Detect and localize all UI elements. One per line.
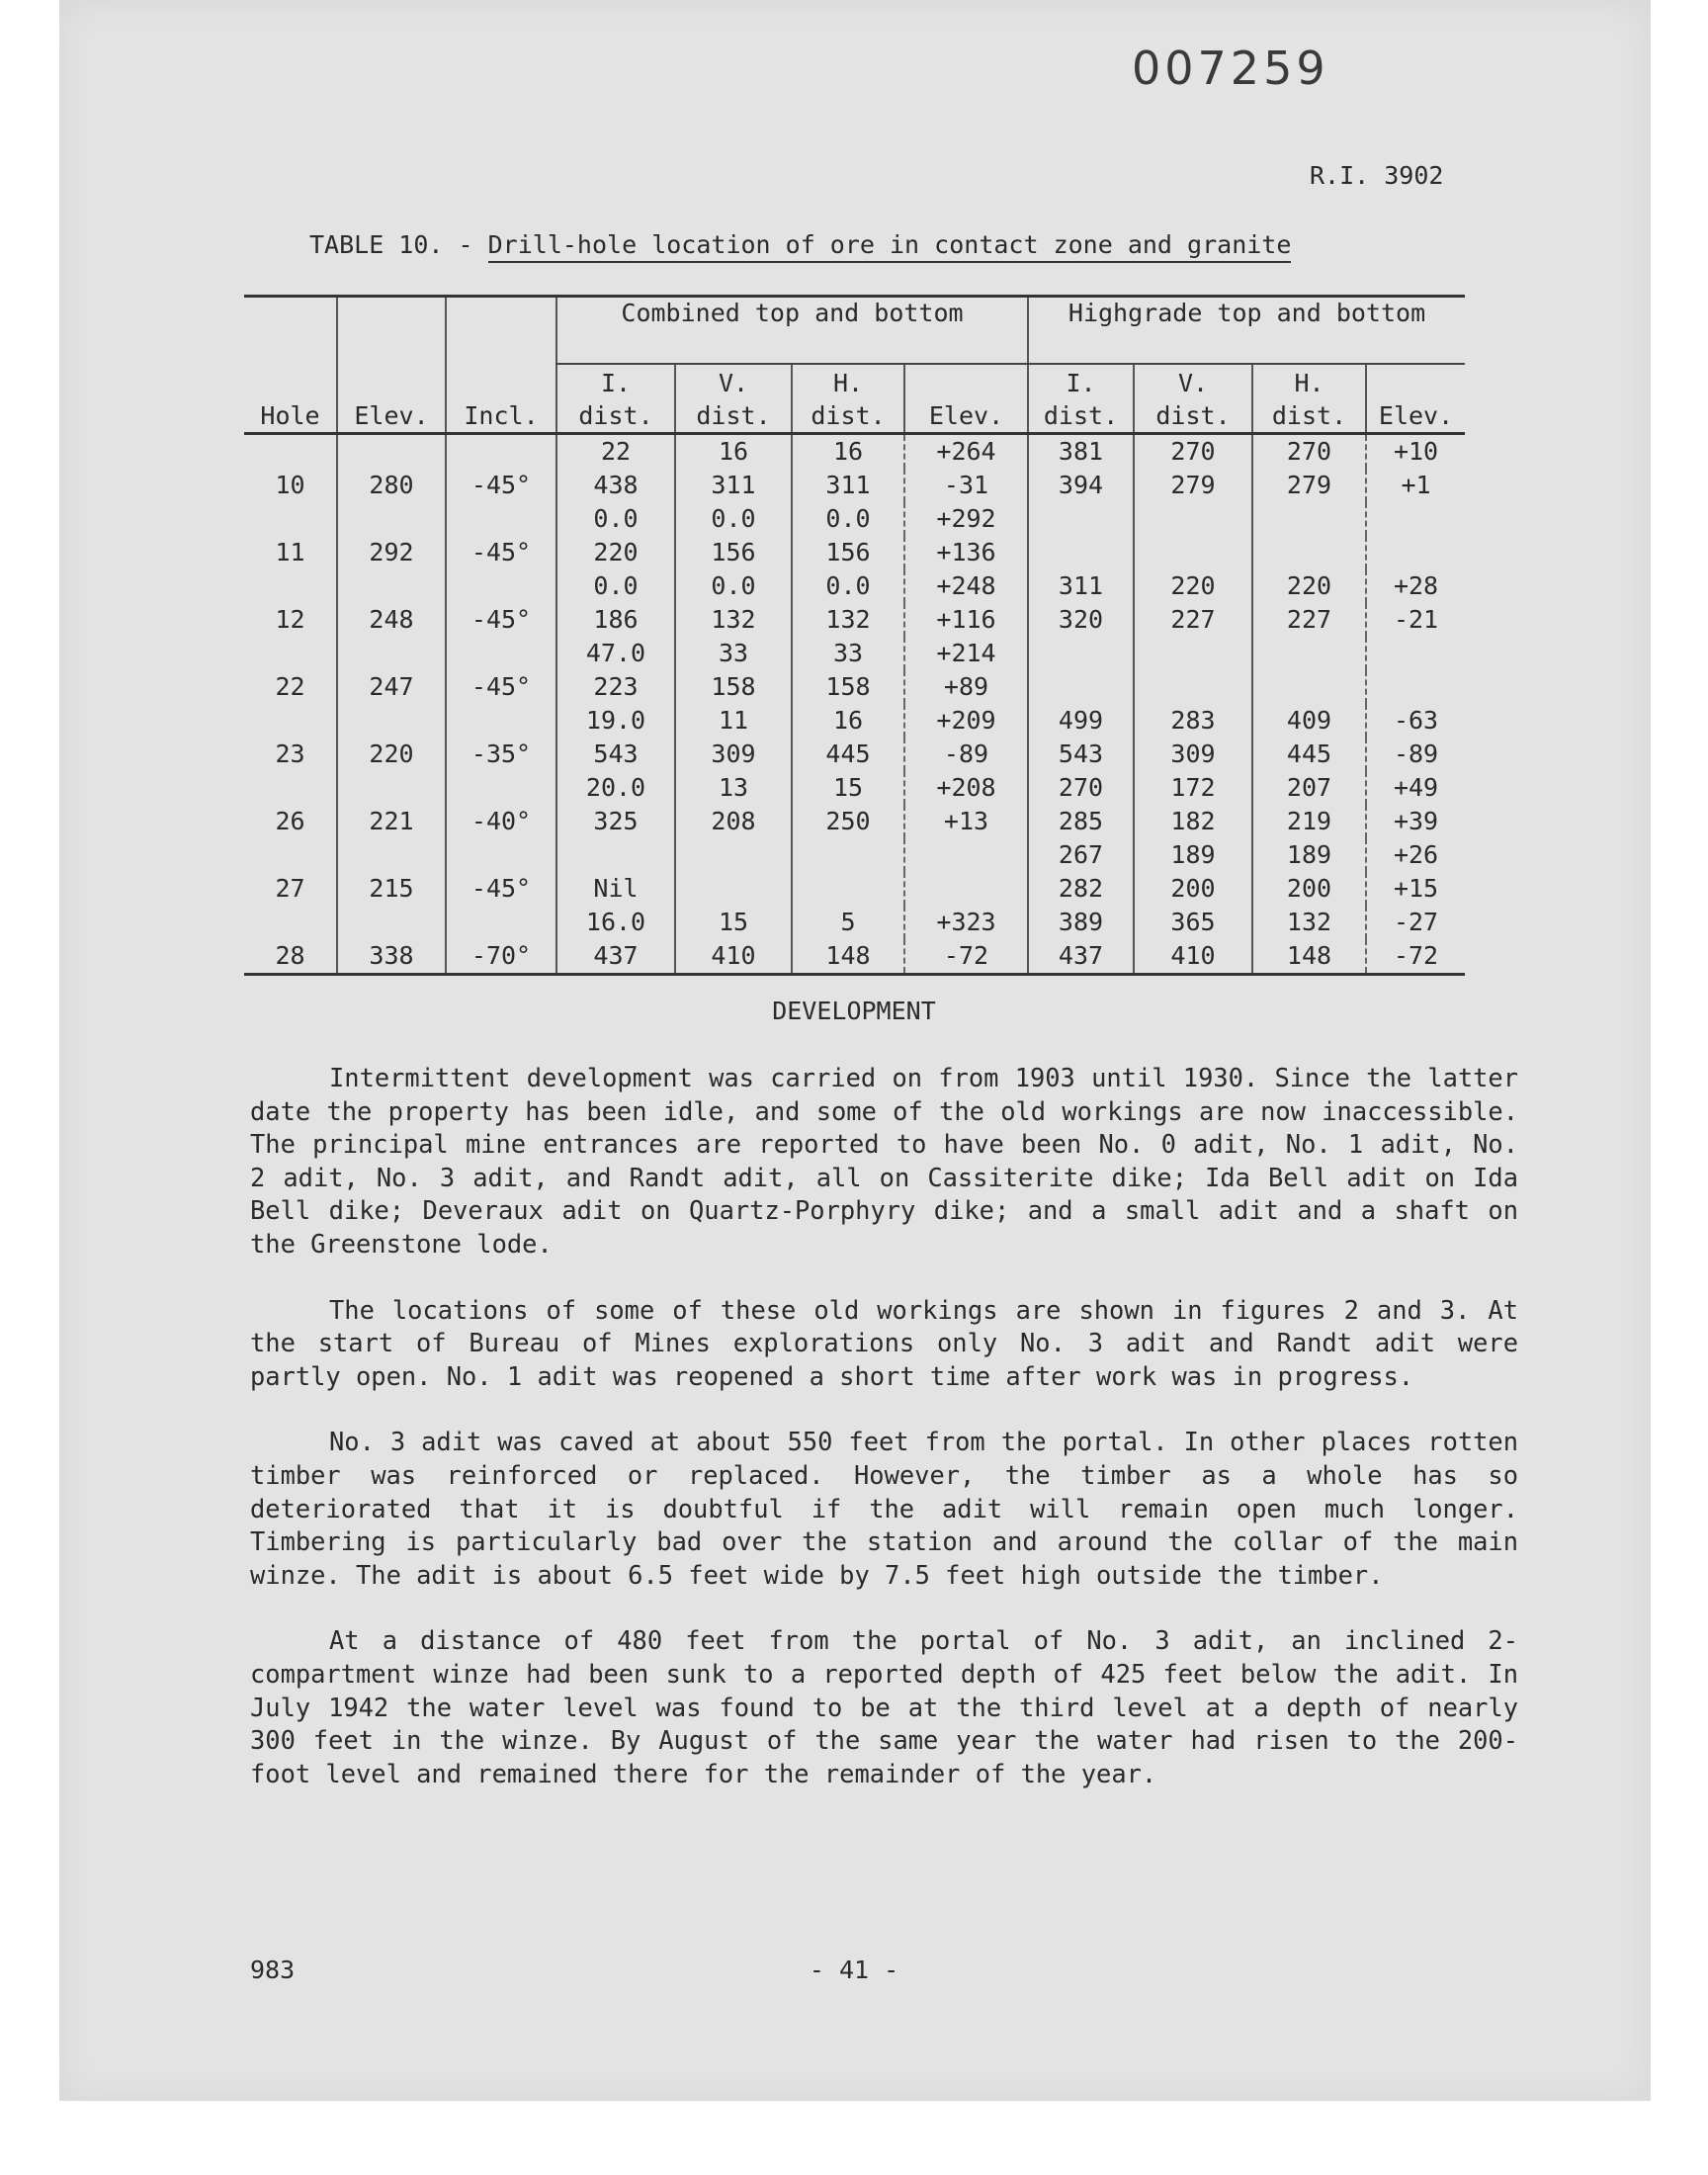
table-cell: +292 [904, 502, 1028, 536]
table-cell: 189 [1252, 838, 1366, 872]
table-cell [446, 637, 556, 670]
table-cell: 33 [675, 637, 792, 670]
table-row [244, 670, 1465, 704]
table-cell: 182 [1134, 805, 1252, 838]
table-row [244, 771, 1465, 805]
table-cell: +39 [1366, 805, 1465, 838]
table-cell: 389 [1028, 906, 1134, 939]
table-cell: 19.0 [556, 704, 675, 738]
table-cell: 309 [675, 738, 792, 771]
table-cell: 215 [337, 872, 446, 906]
table-body [244, 434, 1465, 975]
table-cell: 0.0 [792, 569, 904, 603]
table-cell: +208 [904, 771, 1028, 805]
table-cell: 16 [792, 434, 904, 470]
table-cell [1028, 536, 1134, 569]
table-cell [1134, 536, 1252, 569]
table-cell: 338 [337, 939, 446, 975]
table-cell: 394 [1028, 469, 1134, 502]
table-cell: 0.0 [675, 502, 792, 536]
table-cell [337, 434, 446, 470]
table-cell: 186 [556, 603, 675, 637]
table-cell: +28 [1366, 569, 1465, 603]
table-cell: +26 [1366, 838, 1465, 872]
table-cell: 445 [1252, 738, 1366, 771]
table-cell: 20.0 [556, 771, 675, 805]
table-cell: 26 [275, 807, 305, 835]
table-cell: 33 [792, 637, 904, 670]
table-cell: 0.0 [556, 502, 675, 536]
column-header: Hole [244, 364, 337, 434]
drill-hole-table [244, 295, 1465, 976]
table-cell: 381 [1028, 434, 1134, 470]
table-cell [1366, 536, 1465, 569]
column-header: H. dist. [792, 364, 904, 434]
table-cell: 499 [1028, 704, 1134, 738]
table-cell: 248 [337, 603, 446, 637]
table-cell: +89 [904, 670, 1028, 704]
table-row [244, 738, 1465, 771]
table-cell: 410 [675, 939, 792, 975]
table-cell: 437 [1028, 939, 1134, 975]
table-cell [244, 906, 337, 939]
table-title-text: Drill-hole location of ore in contact zone and granite [488, 230, 1292, 263]
table-cell: 172 [1134, 771, 1252, 805]
table-cell [337, 838, 446, 872]
column-header: Elev. [904, 364, 1028, 434]
table-cell [446, 502, 556, 536]
table-title [309, 230, 1291, 259]
column-header: I. dist. [1028, 364, 1134, 434]
table-cell: 282 [1028, 872, 1134, 906]
table-cell: 250 [792, 805, 904, 838]
table-cell [446, 771, 556, 805]
table-cell: -35° [446, 738, 556, 771]
table-cell: Nil [556, 872, 675, 906]
table-cell: 12 [275, 605, 305, 634]
table-cell: 227 [1252, 603, 1366, 637]
table-cell: 16.0 [556, 906, 675, 939]
table-cell: +323 [904, 906, 1028, 939]
table-cell: 437 [556, 939, 675, 975]
table-cell: -45° [446, 670, 556, 704]
table-cell: 220 [1252, 569, 1366, 603]
table-cell [1366, 637, 1465, 670]
table-cell: 410 [1134, 939, 1252, 975]
table-cell [904, 872, 1028, 906]
table-cell: 279 [1134, 469, 1252, 502]
table-row [244, 569, 1465, 603]
table-cell: -72 [1366, 939, 1465, 975]
table-cell [337, 569, 446, 603]
table-cell: 207 [1252, 771, 1366, 805]
table-cell: +264 [904, 434, 1028, 470]
table-cell: 543 [1028, 738, 1134, 771]
table-cell: 220 [337, 738, 446, 771]
column-header: V. dist. [675, 364, 792, 434]
table-row [244, 939, 1465, 975]
table-cell: 0.0 [556, 569, 675, 603]
table-cell [244, 838, 337, 872]
table-row [244, 704, 1465, 738]
table-cell [1252, 502, 1366, 536]
table-cell: 309 [1134, 738, 1252, 771]
table-cell: 208 [675, 805, 792, 838]
table-cell: +116 [904, 603, 1028, 637]
table-cell: 325 [556, 805, 675, 838]
report-id: R.I. 3902 [1310, 161, 1444, 190]
table-cell: 158 [675, 670, 792, 704]
table-cell [337, 704, 446, 738]
page-number: - 41 - [809, 1956, 899, 1984]
column-header: Elev. [337, 364, 446, 434]
table-cell: +136 [904, 536, 1028, 569]
table-cell [446, 704, 556, 738]
body-text [250, 1062, 1518, 1823]
column-header: Incl. [446, 364, 556, 434]
table-cell: 200 [1252, 872, 1366, 906]
table-cell: 15 [675, 906, 792, 939]
table-cell: 11 [675, 704, 792, 738]
table-cell [446, 434, 556, 470]
table-cell [1028, 637, 1134, 670]
table-cell: 220 [1134, 569, 1252, 603]
table-cell: 158 [792, 670, 904, 704]
table-cell: -45° [446, 469, 556, 502]
table-cell: 311 [792, 469, 904, 502]
table-cell: 10 [275, 471, 305, 499]
table-cell: 267 [1028, 838, 1134, 872]
table-cell [446, 569, 556, 603]
group-header-combined: Combined top and bottom [556, 297, 1028, 365]
table-cell [1134, 670, 1252, 704]
table-cell: +10 [1366, 434, 1465, 470]
table-cell [1134, 502, 1252, 536]
table-row [244, 805, 1465, 838]
table-cell: 132 [675, 603, 792, 637]
table-cell: 311 [1028, 569, 1134, 603]
table-cell: -72 [904, 939, 1028, 975]
table-cell: 132 [792, 603, 904, 637]
paragraph: No. 3 adit was caved at about 550 feet from the portal. In other places rotten timber was reinforced or replaced. However, the timber as a whole has so deteriorated that it is doubtful if the adit will remain open much longer. Timbering is particularly bad over the station and around the collar of the main winze. The adit is about 6.5 feet wide by 7.5 feet high outside the timber. [250, 1427, 1518, 1590]
table-cell: 16 [675, 434, 792, 470]
table-cell [904, 838, 1028, 872]
table-cell: -89 [1366, 738, 1465, 771]
table-cell [1028, 670, 1134, 704]
table-row [244, 872, 1465, 906]
table-cell: 285 [1028, 805, 1134, 838]
table-cell: 311 [675, 469, 792, 502]
table-cell [675, 838, 792, 872]
table-cell: 543 [556, 738, 675, 771]
table-cell: -45° [446, 603, 556, 637]
table-cell: -21 [1366, 603, 1465, 637]
table-cell [1252, 670, 1366, 704]
footer-code: 983 [250, 1956, 296, 1984]
table-row [244, 434, 1465, 470]
table-cell: 28 [244, 939, 337, 975]
table-row [244, 838, 1465, 872]
table-cell: 247 [337, 670, 446, 704]
table-cell [337, 771, 446, 805]
table-cell: 23 [275, 740, 305, 768]
table-cell [446, 838, 556, 872]
column-header: H. dist. [1252, 364, 1366, 434]
stamp-number: 007259 [1132, 42, 1329, 95]
paragraph: Intermittent development was carried on from 1903 until 1930. Since the latter date the property has been idle, and some of the old workings are now inaccessible. The principal mine entrances are reported to have been No. 0 adit, No. 1 adit, No. 2 adit, No. 3 adit, and Randt adit, all on Cassiterite dike; Ida Bell adit on Ida Bell dike; Deveraux adit on Quartz-Porphyry dike; and a small adit and a shaft on the Greenstone lode. [250, 1063, 1518, 1259]
table-row [244, 637, 1465, 670]
table-cell [244, 704, 337, 738]
table-cell [675, 872, 792, 906]
table-cell [1028, 502, 1134, 536]
table-cell [244, 434, 337, 470]
table-row [244, 469, 1465, 502]
table-cell: 292 [337, 536, 446, 569]
table-cell: 223 [556, 670, 675, 704]
table-cell: 283 [1134, 704, 1252, 738]
table-cell: +248 [904, 569, 1028, 603]
table-cell: 148 [792, 939, 904, 975]
table-cell: 15 [792, 771, 904, 805]
table-cell: +214 [904, 637, 1028, 670]
table-cell [337, 502, 446, 536]
table-cell: 22 [556, 434, 675, 470]
paragraph: At a distance of 480 feet from the portal of No. 3 adit, an inclined 2-compartment winze had been sunk to a reported depth of 425 feet below the adit. In July 1942 the water level was found to be at the third level at a depth of nearly 300 feet in the winze. By August of the same year the water had risen to the 200-foot level and remained there for the remainder of the year. [250, 1625, 1518, 1788]
table-cell: 227 [1134, 603, 1252, 637]
table-cell [337, 906, 446, 939]
table-cell: 221 [337, 805, 446, 838]
table-cell: 11 [275, 538, 305, 566]
table-cell: -63 [1366, 704, 1465, 738]
table-cell: 270 [1252, 434, 1366, 470]
table-cell [244, 771, 337, 805]
table-cell: 27 [275, 874, 305, 903]
table-row [244, 536, 1465, 569]
table-cell: 132 [1252, 906, 1366, 939]
table-cell: -70° [446, 939, 556, 975]
table-cell: 156 [792, 536, 904, 569]
paragraph: The locations of some of these old workings are shown in figures 2 and 3. At the start of Bureau of Mines explorations only No. 3 adit and Randt adit were partly open. No. 1 adit was reopened a short time after work was in progress. [250, 1294, 1518, 1391]
table-cell: 47.0 [556, 637, 675, 670]
table-cell: -40° [446, 805, 556, 838]
table-cell: +1 [1366, 469, 1465, 502]
table-cell [1134, 637, 1252, 670]
table-cell: 438 [556, 469, 675, 502]
table-cell: 13 [675, 771, 792, 805]
column-header: V. dist. [1134, 364, 1252, 434]
table-cell [244, 569, 337, 603]
table-cell [556, 838, 675, 872]
table-cell [792, 838, 904, 872]
table-cell [1366, 502, 1465, 536]
table-cell: 189 [1134, 838, 1252, 872]
table-cell [337, 637, 446, 670]
table-cell: +15 [1366, 872, 1465, 906]
table-row [244, 502, 1465, 536]
group-header-highgrade: Highgrade top and bottom [1028, 297, 1465, 365]
table-cell: 16 [792, 704, 904, 738]
table-cell: 0.0 [675, 569, 792, 603]
column-header: Elev. [1366, 364, 1465, 434]
table-cell: 156 [675, 536, 792, 569]
table-cell: 0.0 [792, 502, 904, 536]
table-cell: 220 [556, 536, 675, 569]
table-cell: -31 [904, 469, 1028, 502]
table-title-prefix: TABLE 10. - [309, 230, 488, 259]
table-cell: 445 [792, 738, 904, 771]
column-header: I. dist. [556, 364, 675, 434]
section-heading: DEVELOPMENT [772, 997, 936, 1025]
table-cell: 200 [1134, 872, 1252, 906]
table-cell: 22 [275, 672, 305, 701]
table-cell: -89 [904, 738, 1028, 771]
table-cell: +49 [1366, 771, 1465, 805]
table-cell: -45° [446, 872, 556, 906]
table-cell: 270 [1028, 771, 1134, 805]
table-cell [244, 637, 337, 670]
table-row [244, 603, 1465, 637]
table-cell: 365 [1134, 906, 1252, 939]
table-row [244, 906, 1465, 939]
table-cell: 270 [1134, 434, 1252, 470]
table-cell [1252, 637, 1366, 670]
table-cell [1366, 670, 1465, 704]
table-cell [792, 872, 904, 906]
table-cell: 280 [337, 469, 446, 502]
table-cell: 409 [1252, 704, 1366, 738]
table-cell: -27 [1366, 906, 1465, 939]
table-cell: 320 [1028, 603, 1134, 637]
table-cell: 148 [1252, 939, 1366, 975]
table-cell [1252, 536, 1366, 569]
table-cell: -45° [446, 536, 556, 569]
table-cell: 219 [1252, 805, 1366, 838]
table-cell [244, 502, 337, 536]
table-cell: 5 [792, 906, 904, 939]
table-cell: +209 [904, 704, 1028, 738]
table-cell: +13 [904, 805, 1028, 838]
table-cell: 279 [1252, 469, 1366, 502]
table-cell [446, 906, 556, 939]
